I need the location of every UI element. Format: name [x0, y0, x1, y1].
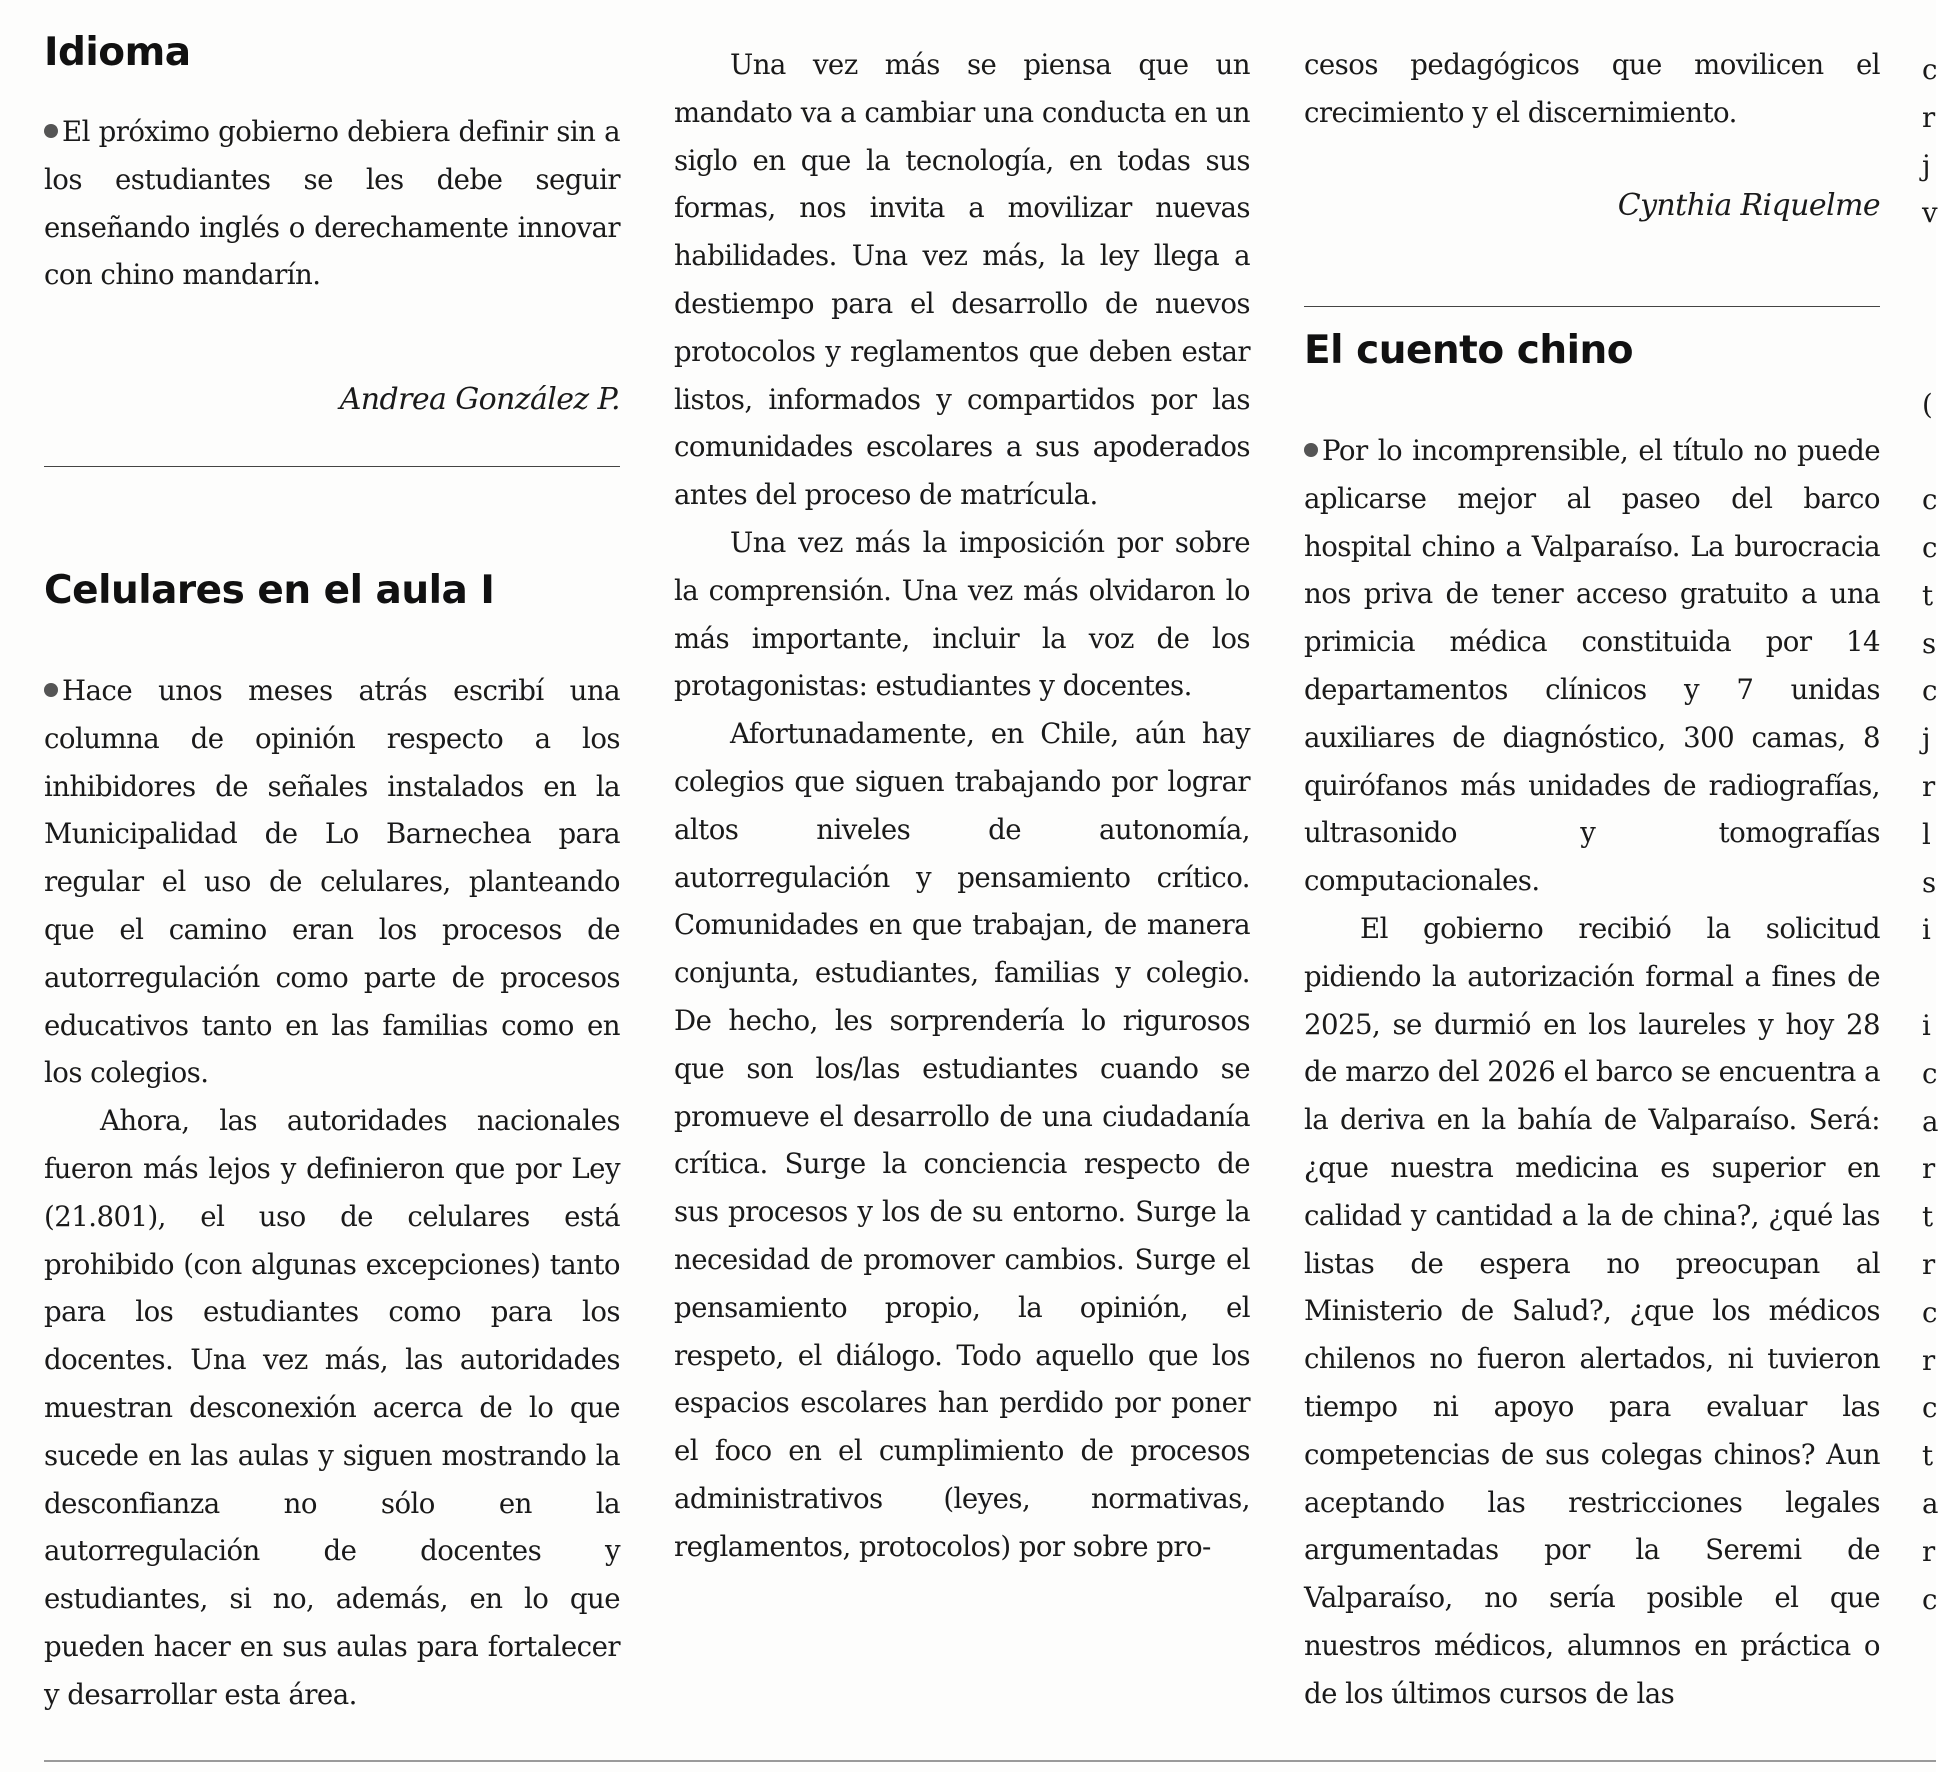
cropped-text-fragment: s: [1922, 626, 1937, 660]
cropped-text-fragment: [1922, 237, 1936, 285]
cropped-text-fragment: c: [1922, 1295, 1938, 1329]
bullet-dot-icon: [1304, 443, 1318, 457]
cropped-text-fragment: j: [1922, 722, 1931, 756]
letter-paragraph: Una vez más se piensa que un mandato va a cambiar una conducta en un siglo en que la tecnología, en todas sus formas, nos invita a movilizar nuevas habilidades. Una vez más, la ley llega a destiempo para el desarrollo de nuevos protocolos y reglamentos que deben estar listos, informados y compartidos por las comunidades escolares a sus apoderados antes del proceso de matrícula.: [674, 48, 1250, 512]
cropped-text-fragment: c: [1922, 530, 1938, 564]
cropped-text-fragment: [1922, 333, 1936, 381]
letter-continued-end: [1304, 41, 1880, 137]
cropped-text-fragment: i: [1922, 1008, 1931, 1042]
cropped-text-fragment: a: [1922, 1486, 1938, 1520]
letter-paragraph: Una vez más la imposición por sobre la comprensión. Una vez más olvidaron lo más importante, incluir la voz de los protagonistas: estudiantes y docentes.: [674, 525, 1250, 703]
cropped-text-fragment: s: [1922, 865, 1937, 899]
cropped-text-fragment: r: [1922, 769, 1936, 803]
cropped-text-fragment: [1922, 954, 1936, 1002]
cropped-text-fragment: c: [1922, 1582, 1938, 1616]
column-4-cropped: [1922, 46, 1936, 1623]
cropped-text-fragment: t: [1922, 578, 1934, 612]
divider-rule: [1304, 306, 1880, 307]
divider-rule: [44, 466, 620, 467]
cropped-text-fragment: [1922, 428, 1936, 476]
cropped-text-fragment: i: [1922, 913, 1931, 947]
headline-idioma: Idioma: [44, 30, 191, 75]
cropped-text-fragment: c: [1922, 1056, 1938, 1090]
bullet-dot-icon: [44, 124, 58, 138]
cropped-text-fragment: r: [1922, 100, 1936, 134]
cropped-text-fragment: v: [1922, 196, 1938, 230]
cropped-text-fragment: r: [1922, 1247, 1936, 1281]
letter-cuento-body: [1304, 427, 1880, 1718]
cropped-text-fragment: c: [1922, 53, 1938, 86]
headline-celulares: Celulares en el aula I: [44, 568, 495, 613]
cropped-text-fragment: r: [1922, 1152, 1936, 1186]
cropped-text-fragment: c: [1922, 1391, 1938, 1425]
letter-celulares-body: [44, 667, 620, 1719]
cropped-text-fragment: [1922, 285, 1936, 333]
letter-idioma-body: [44, 108, 620, 299]
cropped-text-fragment: j: [1922, 148, 1931, 182]
byline-cynthia-riquelme: Cynthia Riquelme: [1617, 188, 1880, 223]
letter-paragraph: Hace unos meses atrás escribí una columna de opinión respecto a los inhibidores de señales instalados en la Municipalidad de Lo Barnechea para regular el uso de celulares, planteando que el camino eran los procesos de autorregulación como parte de procesos educativos tanto en las familias como en los colegios.: [44, 674, 620, 1090]
headline-cuento-chino: El cuento chino: [1304, 328, 1634, 373]
byline-andrea-gonzalez: Andrea González P.: [339, 382, 620, 417]
letter-paragraph: cesos pedagógicos que movilicen el crecimiento y el discernimiento.: [1304, 48, 1880, 129]
cropped-text-fragment: c: [1922, 483, 1938, 517]
cropped-text-fragment: t: [1922, 1439, 1934, 1473]
letter-paragraph: El próximo gobierno debiera definir sin a los estudiantes se les debe seguir enseñando inglés o derechamente innovar con chino mandarín.: [44, 115, 620, 292]
letter-paragraph: El gobierno recibió la solicitud pidiendo la autorización formal a fines de 2025, se durmió en los laureles y hoy 28 de marzo del 2026 el barco se encuentra a la deriva en la bahía de Valparaíso. Será: ¿que nuestra medicina es superior en calidad y cantidad a la de china?, ¿qué las listas de espera no preocupan al Ministerio de Salud?, ¿que los médicos chilenos no fueron alertados, ni tuvieron tiempo ni apoyo para evaluar las competencias de sus colegas chinos? Aun aceptando las restricciones legales argumentadas por la Seremi de Valparaíso, no sería posible el que nuestros médicos, alumnos en práctica o de los últimos cursos de las: [1304, 911, 1880, 1710]
cropped-text-fragment: t: [1922, 1200, 1934, 1234]
cropped-text-fragment: l: [1922, 817, 1931, 851]
letter-paragraph: Por lo incomprensible, el título no puede aplicarse mejor al paseo del barco hospital chino a Valparaíso. La burocracia nos priva de tener acceso gratuito a una primicia médica constituida por 14 departamentos clínicos y 7 unidas auxiliares de diagnóstico, 300 camas, 8 quirófanos más unidades de radiografías, ultrasonido y tomografías computacionales.: [1304, 434, 1880, 898]
cropped-text-fragment: (: [1922, 387, 1933, 421]
cropped-text-fragment: r: [1922, 1343, 1936, 1377]
cropped-text-fragment: a: [1922, 1104, 1938, 1138]
cropped-text-fragment: c: [1922, 674, 1938, 708]
bottom-rule: [44, 1760, 1936, 1762]
letter-paragraph: Afortunadamente, en Chile, aún hay colegios que siguen trabajando por lograr altos niveles de autonomía, autorregulación y pensamiento crítico. Comunidades en que trabajan, de manera conjunta, estudiantes, familias y colegio. De hecho, les sorprendería lo rigurosos que son los/las estudiantes cuando se promueve el desarrollo de una ciudadanía crítica. Surge la conciencia respecto de sus procesos y los de su entorno. Surge la necesidad de promover cambios. Surge el pensamiento propio, la opinión, el respeto, el diálogo. Todo aquello que los espacios escolares han perdido por poner el foco en el cumplimiento de procesos administrativos (leyes, normativas, reglamentos, protocolos) por sobre pro-: [674, 717, 1250, 1563]
cropped-text-fragment: r: [1922, 1534, 1936, 1568]
bullet-dot-icon: [44, 683, 58, 697]
letter-paragraph: Ahora, las autoridades nacionales fueron más lejos y definieron que por Ley (21.801), el uso de celulares está prohibido (con algunas excepciones) tanto para los estudiantes como para los docentes. Una vez más, las autoridades muestran desconexión acerca de lo que sucede en las aulas y siguen mostrando la desconfianza no sólo en la autorregulación de docentes y estudiantes, si no, además, en lo que pueden hacer en sus aulas para fortalecer y desarrollar esta área.: [44, 1104, 620, 1711]
letter-celulares-continued: [674, 41, 1250, 1571]
